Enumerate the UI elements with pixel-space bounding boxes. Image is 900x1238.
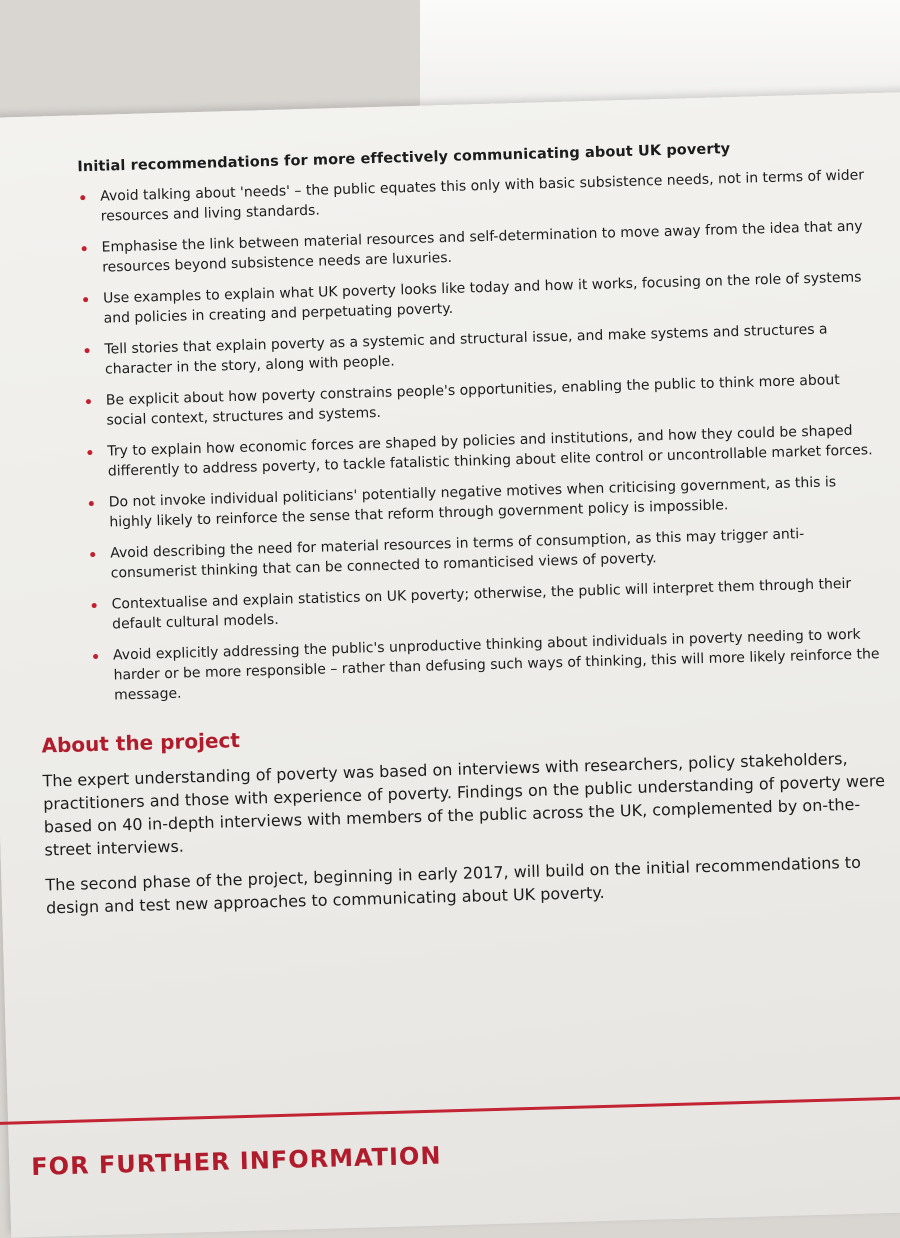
recommendation-item bbox=[82, 318, 873, 380]
recommendation-text: Be explicit about how poverty constrains people's opportunities, enabling the public to think more about social context, structures and systems. bbox=[105, 372, 840, 429]
bullet-icon bbox=[90, 552, 95, 557]
bullet-icon bbox=[89, 501, 94, 506]
footer-heading: FOR FURTHER INFORMATION bbox=[30, 1141, 442, 1181]
recommendation-text: Avoid explicitly addressing the public's unproductive thinking about individuals in poverty needing to work harder or be more responsible – rather than defusing such ways of thinking, this will more likely reinforce the message. bbox=[112, 626, 880, 704]
recommendation-item bbox=[89, 573, 880, 635]
recommendation-text: Contextualise and explain statistics on UK poverty; otherwise, the public will interpret them through their default cultural models. bbox=[111, 575, 852, 633]
footer-divider bbox=[0, 1095, 900, 1126]
recommendation-item bbox=[84, 369, 875, 431]
recommendation-text: Emphasise the link between material resources and self-determination to move away from the idea that any resources beyond subsistence needs are luxuries. bbox=[101, 218, 863, 276]
recommendation-text: Avoid describing the need for material resources in terms of consumption, as this may trigger anti-consumerist thinking that can be connected to romanticised views of poverty. bbox=[109, 526, 805, 582]
recommendation-item bbox=[87, 471, 878, 533]
bullet-icon bbox=[87, 450, 92, 455]
recommendation-item bbox=[85, 420, 876, 482]
document-page bbox=[0, 91, 900, 1237]
bullet-icon bbox=[84, 348, 89, 353]
recommendation-item bbox=[78, 165, 869, 227]
bullet-icon bbox=[92, 603, 97, 608]
about-project-heading: About the project bbox=[41, 727, 241, 758]
recommendation-item bbox=[81, 267, 872, 329]
page-content bbox=[41, 137, 888, 930]
about-paragraph-2: The second phase of the project, beginning in early 2017, will build on the initial recommendations to design and test new approaches to communicating about UK poverty. bbox=[45, 852, 862, 918]
bullet-icon bbox=[82, 246, 87, 251]
recommendation-text: Do not invoke individual politicians' potentially negative motives when criticising government, as this is highly likely to reinforce the sense that reform through government policy is impossible. bbox=[108, 474, 837, 531]
recommendations-list bbox=[78, 165, 882, 706]
bullet-icon bbox=[83, 297, 88, 302]
recommendation-item bbox=[88, 522, 879, 584]
recommendation-item bbox=[79, 216, 870, 278]
bullet-icon bbox=[80, 195, 85, 200]
recommendation-item bbox=[91, 624, 882, 706]
recommendation-text: Tell stories that explain poverty as a systemic and structural issue, and make systems and structures a character in the story, along with people. bbox=[104, 321, 828, 378]
recommendation-text: Avoid talking about 'needs' – the public equates this only with basic subsistence needs, not in terms of wider resources and living standards. bbox=[100, 167, 865, 225]
recommendations-title: Initial recommendations for more effectively communicating about UK poverty bbox=[77, 141, 731, 176]
about-paragraph-1: The expert understanding of poverty was based on interviews with researchers, policy stakeholders, practitioners and those with experience of poverty. Findings on the public understanding of poverty were based on 40 in-depth interviews with members of the public across the UK, complemented by on-the-street interviews. bbox=[42, 749, 886, 860]
bullet-icon bbox=[93, 654, 98, 659]
recommendation-text: Try to explain how economic forces are shaped by policies and institutions, and how they could be shaped differently to address poverty, to tackle fatalistic thinking about elite control or uncontrollable market forces. bbox=[107, 422, 873, 480]
bullet-icon bbox=[86, 399, 91, 404]
recommendation-text: Use examples to explain what UK poverty looks like today and how it works, focusing on the role of systems and policies in creating and perpetuating poverty. bbox=[102, 269, 862, 327]
